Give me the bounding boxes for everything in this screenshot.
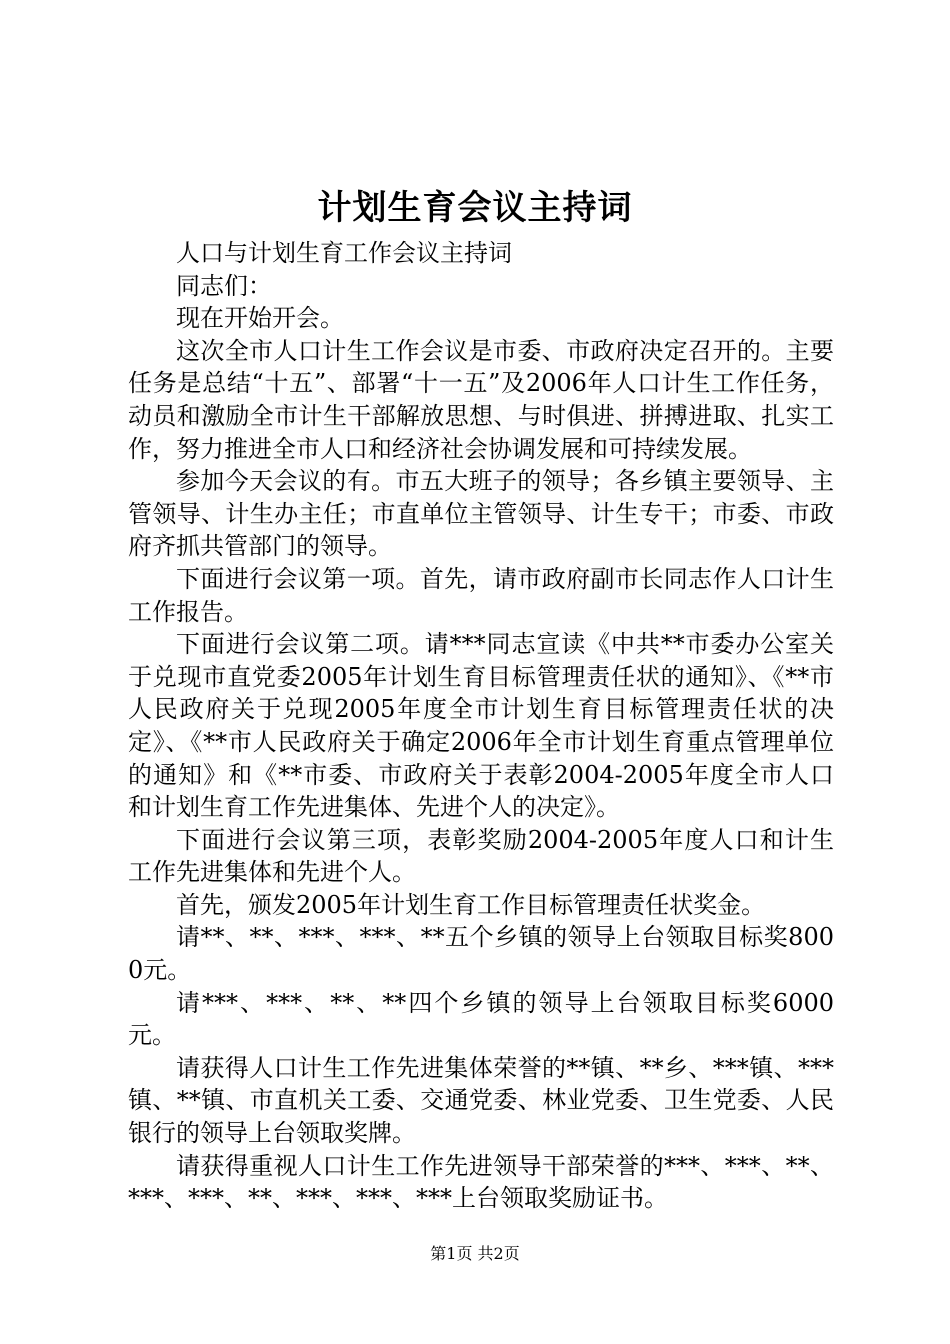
document-body [128,237,834,1215]
paragraph-award-collective: 请获得人口计生工作先进集体荣誉的**镇、**乡、***镇、***镇、**镇、市直机关工委、交通党委、林业党委、卫生党委、人民银行的领导上台领取奖牌。 [128,1053,834,1148]
paragraph-meeting-purpose: 这次全市人口计生工作会议是市委、市政府决定召开的。主要任务是总结“十五”、部署“十一五”及2006年人口计生工作任务，动员和激励全市计生干部解放思想、与时俱进、拼搏进取、扎实工作，努力推进全市人口和经济社会协调发展和可持续发展。 [128,336,834,463]
paragraph-award-intro: 首先，颁发2005年计划生育工作目标管理责任状奖金。 [176,890,766,919]
page-number-footer: 第1页 共2页 [430,1244,520,1263]
paragraph-opening: 现在开始开会。 [176,304,344,333]
paragraph-award-individual: 请获得重视人口计生工作先进领导干部荣誉的***、***、**、***、***、**、***、***、***上台领取奖励证书。 [128,1151,834,1213]
paragraph-subtitle: 人口与计划生育工作会议主持词 [176,239,512,267]
paragraph-salutation: 同志们： [176,271,272,300]
paragraph-agenda-item-2: 下面进行会议第二项。请***同志宣读《中共**市委办公室关于兑现市直党委2005年计划生育目标管理责任状的通知》、《**市人民政府关于兑现2005年度全市计划生育目标管理责任状的决定》、《**市人民政府关于确定2006年全市计划生育重点管理单位的通知》和《**市委、市政府关于表彰2004-2005年度全市人口和计划生育工作先进集体、先进个人的决定》。 [128,630,834,822]
paragraph-agenda-item-3: 下面进行会议第三项，表彰奖励2004-2005年度人口和计生工作先进集体和先进个人。 [128,825,834,887]
paragraph-agenda-item-1: 下面进行会议第一项。首先，请市政府副市长同志作人口计生工作报告。 [128,564,834,626]
document-title: 计划生育会议主持词 [317,188,633,228]
paragraph-attendees: 参加今天会议的有。市五大班子的领导；各乡镇主要领导、主管领导、计生办主任；市直单位主管领导、计生专干；市委、市政府齐抓共管部门的领导。 [128,467,834,561]
paragraph-award-8000: 请**、**、***、***、**五个乡镇的领导上台领取目标奖8000元。 [128,923,834,985]
paragraph-award-6000: 请***、***、**、**四个乡镇的领导上台领取目标奖6000元。 [128,988,834,1050]
